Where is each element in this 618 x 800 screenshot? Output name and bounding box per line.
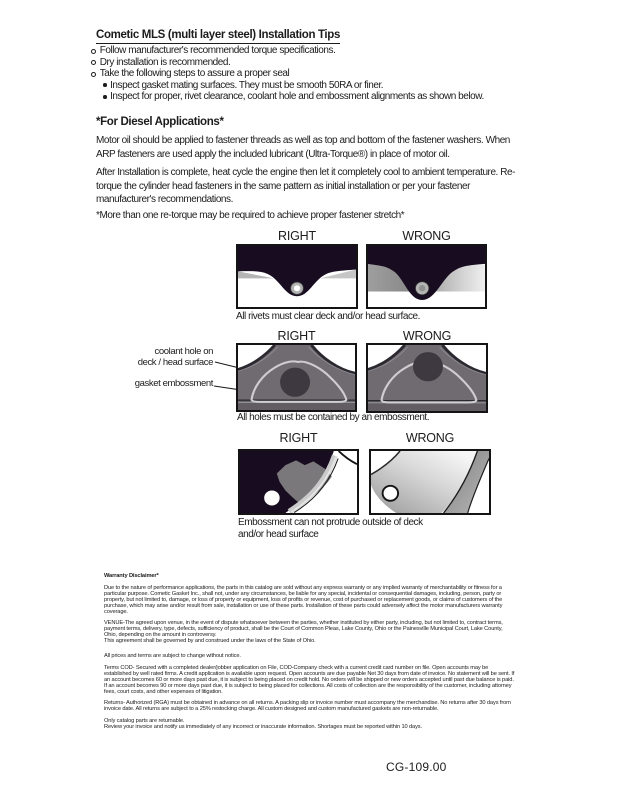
legal-paragraph: Review your invoice and notify us immediately of any incorrect or inaccurate information. Shortages must be reported within 10 days. — [104, 723, 422, 730]
retorque-note: *More than one re-torque may be required to achieve proper fastener stretch* — [96, 210, 405, 221]
section2-caption: All holes must be contained by an embossment. — [237, 412, 430, 423]
hole-right-illustration — [238, 345, 355, 410]
list-item — [103, 91, 484, 103]
section1-wrong-label: WRONG — [402, 229, 451, 243]
section1-right-label: RIGHT — [278, 229, 316, 243]
rivet-wrong-illustration — [368, 246, 485, 307]
embossment-wrong-illustration — [371, 451, 489, 513]
list-item-text: Inspect gasket mating surfaces. They must be smooth 50RA or finer. — [110, 79, 384, 91]
tips-list — [91, 45, 484, 103]
gasket-embossment-callout: gasket embossment — [134, 378, 213, 389]
embossment-right-illustration — [240, 451, 357, 513]
diagram-rivet-wrong — [366, 244, 487, 309]
list-item — [91, 68, 484, 80]
hole-wrong-illustration — [368, 345, 486, 411]
diagram-hole-wrong — [366, 343, 488, 413]
section1-caption: All rivets must clear deck and/or head surface. — [236, 311, 420, 322]
section3-wrong-label: WRONG — [405, 431, 455, 445]
list-item-text: Dry installation is recommended. — [99, 56, 231, 68]
diagram-hole-right — [236, 343, 357, 412]
section3-caption — [238, 517, 423, 540]
list-item — [91, 57, 484, 69]
list-item — [103, 80, 484, 92]
list-item-text: Follow manufacturer's recommended torque specifications. — [99, 45, 336, 56]
legal-paragraph: All prices and terms are subject to change without notice. — [104, 653, 241, 660]
caption-line: and/or head surface — [238, 528, 319, 540]
dot-bullet-icon — [103, 95, 107, 99]
callout-line: coolant hole on — [154, 346, 213, 357]
diesel-paragraph-2: After Installation is complete, heat cycle the engine then let it completely cool to ambient temperature. Re-torque the cylinder head fasteners in the same pattern as initial installation or per your fastener manufacturer's recommendations. — [96, 167, 515, 205]
diagram-embossment-right — [238, 449, 359, 515]
callout-line: deck / head surface — [137, 356, 213, 368]
list-item-text: Inspect for proper, rivet clearance, coolant hole and embossment alignments as shown below. — [110, 91, 484, 103]
warranty-disclaimer-block — [104, 573, 516, 735]
coolant-hole-callout — [83, 347, 213, 368]
diagram-rivet-right — [236, 244, 358, 309]
page-title: Cometic MLS (multi layer steel) Installation Tips — [96, 29, 340, 44]
circle-bullet-icon — [91, 60, 96, 65]
caption-line: Embossment can not protrude outside of deck — [238, 517, 423, 528]
page-title-wrap — [96, 25, 340, 44]
list-item — [91, 45, 484, 57]
section2-wrong-label: WRONG — [402, 329, 452, 343]
diesel-heading: *For Diesel Applications* — [96, 116, 224, 128]
legal-paragraph: VENUE-The agreed upon venue, in the event of dispute whatsoever between the parties, whether instituted by either party, including, but not limited to, contract terms, payment terms, delivery, type, defects, sufficiency of product, shall be the Court of Common Pleas, Lake County, Ohio or the Painesville Municipal Court, Lake County, Ohio, depending on the amount in controversy. — [104, 620, 503, 639]
warranty-heading: Warranty Disclaimer* — [104, 573, 159, 579]
dot-bullet-icon — [103, 83, 107, 87]
section3-right-label: RIGHT — [279, 431, 318, 445]
circle-bullet-icon — [91, 72, 96, 77]
list-item-text: Take the following steps to assure a proper seal — [99, 68, 290, 80]
legal-paragraph: Terms COD- Secured with a completed dealer/jobber application on File, COD-Company check with a current credit card number on file. Open accounts may be established by well rated firms. A credit application is available upon request. Open accounts are due payable Net 30 days from date of invoice. No statement will be sent. If an account becomes 60 or more days past due, it is subject to being placed on credit hold. No orders will be shipped or new orders accepted until past due balance is paid. If an account becomes 90 or more days past due, it is subject to being placed for collections. All costs of collection are the responsibility of the customer, including attorney fees, court costs, and other expenses of litigation. — [104, 664, 515, 695]
rivet-right-illustration — [238, 246, 356, 307]
diesel-paragraph-1: Motor oil should be applied to fastener threads as well as top and bottom of the fastener washers. When ARP fasteners are used apply the included lubricant (Ultra-Torque®) in place of motor oil. — [96, 135, 510, 160]
legal-paragraph: Returns- Authorized (RGA) must be obtained in advance on all returns. A packing slip or invoice number must accompany the merchandise. No returns after 30 days from invoice date. All returns are subject to a 25% restocking charge. All custom designed and custom manufactured gaskets are non-returnable. — [104, 700, 511, 713]
diagram-embossment-wrong — [369, 449, 491, 515]
page-code: CG-109.00 — [386, 760, 447, 774]
legal-paragraph: Only catalog parts are returnable. — [104, 717, 185, 724]
circle-bullet-icon — [91, 49, 96, 54]
legal-paragraph: Due to the nature of performance applications, the parts in this catalog are sold without any express warranty or any implied warranty of merchantability or fitness for a particular purpose. Cometic Gasket Inc., shall not, under any circumstances, be liable for any special, incidental or consequential damages, including, person, party or property, but not limited to, damage, or loss of property or equipment, loss of profits or revenue, cost of purchased or replacement goods, or claims of customers of the purchase, which may arise and/or result from sale, installation or use of these parts. Installation of these parts could adversely affect the motor manufacturers warranty coverage. — [104, 585, 503, 615]
section2-right-label: RIGHT — [277, 329, 316, 343]
legal-paragraph: This agreement shall be governed by and construed under the laws of the State of Ohio. — [104, 638, 316, 645]
